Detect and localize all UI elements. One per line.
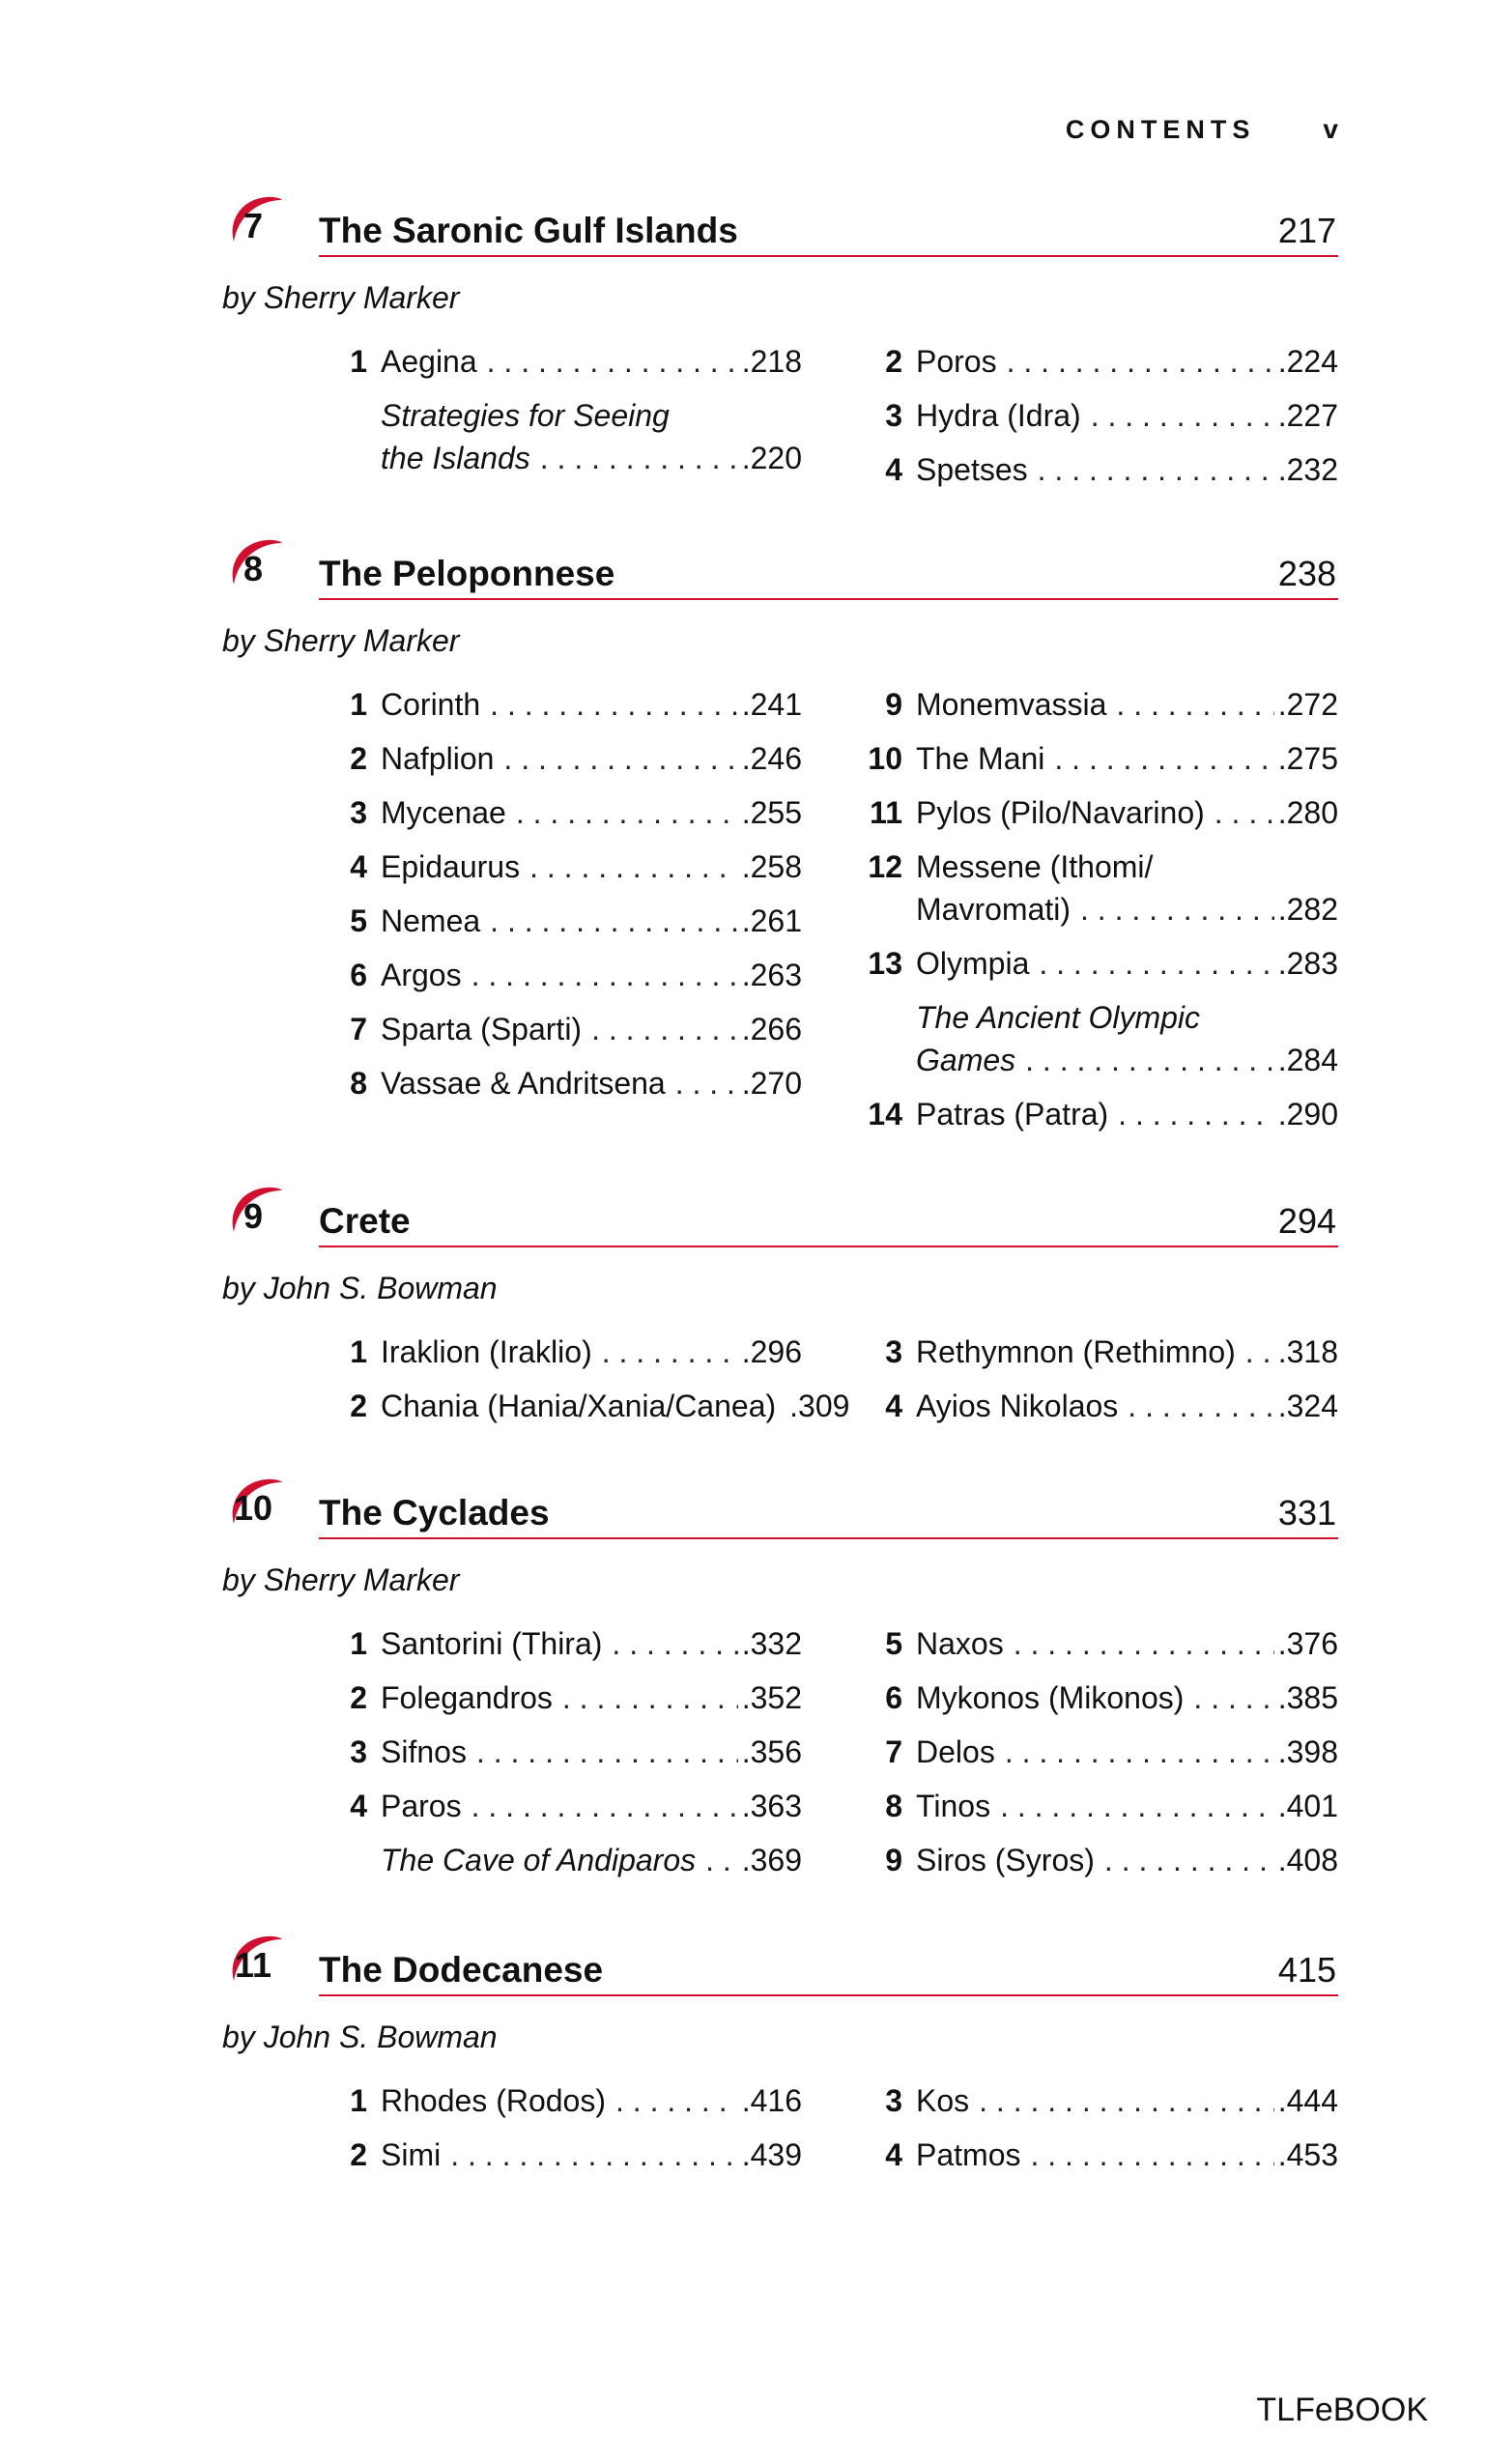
entry-label-continued: the Islands [381,441,530,475]
dot-leader [562,1676,738,1719]
toc-entry[interactable] [338,1676,802,1719]
entry-number: 3 [350,795,367,830]
entry-number: 2 [350,2137,367,2172]
entry-label: The Cave of Andiparos [381,1843,697,1877]
toc-entry[interactable] [338,1008,802,1050]
toc-entry[interactable] [860,1731,1338,1773]
entry-number: 3 [885,1334,902,1369]
dot-leader [490,683,738,726]
entry-label: Paros [381,1789,462,1823]
chapter-swoosh-icon [222,1474,284,1537]
toc-entry[interactable] [860,791,1338,834]
chapter-8 [222,546,1338,1132]
toc-column-left [338,2079,802,2188]
chapter-title[interactable]: The Saronic Gulf Islands [319,211,738,250]
entry-number: 1 [350,687,367,722]
entry-page-number: .296 [741,1334,802,1369]
footer-watermark: TLFeBOOK [1256,2392,1428,2428]
chapter-swoosh-icon [222,534,284,598]
entry-number: 4 [885,2137,902,2172]
entry-number: 2 [350,1680,367,1715]
entry-number: 5 [885,1626,902,1661]
dot-leader [1104,1839,1274,1881]
toc-entry[interactable] [860,1385,1338,1427]
dot-leader [1005,1731,1274,1773]
entry-label: Delos [916,1734,995,1769]
chapter-title[interactable]: The Dodecanese [319,1950,604,1990]
entry-label: Sparta (Sparti) [381,1012,583,1046]
toc-entry[interactable] [860,2079,1338,2122]
dot-leader [1215,791,1274,834]
entry-number: 4 [885,1389,902,1423]
dot-leader [705,1839,738,1881]
toc-entry[interactable] [338,1785,802,1827]
entry-page-number: .282 [1277,892,1338,927]
entry-number: 10 [868,741,902,776]
chapter-author: by John S. Bowman [222,1271,498,1305]
chapter-heading[interactable] [222,203,1338,255]
chapter-author: by Sherry Marker [222,623,460,658]
running-head-page-number: v [1323,114,1338,144]
toc-subentry[interactable] [338,1839,802,1881]
toc-subentry[interactable] [338,394,802,479]
dot-leader [540,437,738,479]
dot-leader [591,1008,738,1050]
entry-number: 1 [350,1626,367,1661]
toc-entry[interactable] [860,394,1338,437]
entry-label: Vassae & Andritsena [381,1066,666,1101]
entry-page-number: .398 [1277,1734,1338,1769]
entry-page-number: .444 [1277,2083,1338,2118]
dot-leader [472,1785,738,1827]
dot-leader [503,737,737,780]
chapter-11 [222,1942,1338,2172]
dot-leader [529,845,738,888]
entry-label: Messene (Ithomi/ [916,849,1154,884]
toc-column-right [860,2079,1338,2188]
chapter-swoosh-icon [222,191,284,255]
entry-label: Spetses [916,452,1028,487]
toc-entry[interactable] [860,942,1338,985]
entry-number: 5 [350,903,367,938]
entry-number: 3 [885,2083,902,2118]
entry-number: 6 [350,958,367,992]
entry-label: Monemvassia [916,687,1107,722]
entry-page-number: .263 [741,958,802,992]
entry-number: 2 [350,741,367,776]
dot-leader [476,1731,738,1773]
chapter-number: 7 [243,206,264,245]
entry-label: Pylos (Pilo/Navarino) [916,795,1205,830]
chapter-heading[interactable] [222,1193,1338,1246]
entry-number: 11 [870,795,902,830]
toc-entry[interactable] [338,2079,802,2122]
chapter-number: 10 [233,1488,273,1528]
entry-label: Simi [381,2137,442,2172]
toc-entry[interactable] [860,1785,1338,1827]
entry-number: 8 [350,1066,367,1101]
dot-leader [490,900,738,942]
dot-leader [615,2079,738,2122]
chapter-10 [222,1485,1338,1877]
dot-leader [1007,340,1274,383]
entry-page-number: .318 [1277,1334,1338,1369]
toc-entry[interactable] [860,1839,1338,1881]
entry-label: Folegandros [381,1680,553,1715]
entry-page-number: .283 [1277,946,1338,981]
dot-leader [516,791,738,834]
chapter-page-number: 238 [1277,554,1336,593]
toc-column-right [860,1331,1338,1439]
entry-number: 2 [350,1389,367,1423]
toc-entry[interactable] [860,340,1338,383]
entry-number: 7 [350,1012,367,1046]
toc-entry[interactable] [860,2134,1338,2176]
dot-leader [1118,1093,1274,1135]
dot-leader [1091,394,1274,437]
toc-entry[interactable] [338,1622,802,1665]
chapter-heading[interactable] [222,1485,1338,1537]
entry-number: 1 [350,1334,367,1369]
running-head [0,114,1338,145]
entry-label: The Mani [916,741,1045,776]
entry-label: Epidaurus [381,849,521,884]
toc-column-left [338,1622,802,1893]
entry-page-number: .439 [741,2137,802,2172]
toc-entry[interactable] [338,2134,802,2176]
dot-leader [1014,1622,1274,1665]
entry-label-continued: Mavromati) [916,892,1072,927]
entry-page-number: .309 [789,1389,850,1423]
entry-page-number: .258 [741,849,802,884]
entry-label: Nemea [381,903,481,938]
entry-label: Mycenae [381,795,506,830]
toc-entry[interactable] [338,683,802,726]
toc-entry[interactable] [860,1676,1338,1719]
running-head-label: CONTENTS [1065,115,1256,144]
chapter-swoosh-icon [222,1182,284,1246]
entry-label: Hydra (Idra) [916,398,1081,433]
entry-page-number: .246 [741,741,802,776]
entry-number: 12 [868,849,902,884]
entry-label: Patras (Patra) [916,1097,1109,1132]
entry-label-continued: Games [916,1043,1016,1077]
entry-label: Tinos [916,1789,991,1823]
entry-label: Sifnos [381,1734,467,1769]
dot-leader [450,2134,738,2176]
entry-number: 13 [868,946,902,981]
entry-page-number: .401 [1277,1789,1338,1823]
entry-page-number: .218 [741,344,802,379]
entry-page-number: .261 [741,903,802,938]
chapter-page-number: 415 [1277,1950,1336,1990]
dot-leader [979,2079,1274,2122]
toc-entry[interactable] [860,1331,1338,1373]
entry-page-number: .224 [1277,344,1338,379]
toc-entry[interactable] [860,1622,1338,1665]
entry-label: Corinth [381,687,481,722]
entry-label: Strategies for Seeing [381,398,670,433]
chapter-page-number: 331 [1277,1493,1336,1533]
entry-number: 9 [885,1843,902,1877]
chapter-7 [222,203,1338,487]
chapter-rule [319,255,1338,257]
entry-page-number: .352 [741,1680,802,1715]
chapter-rule [319,1994,1338,1996]
toc-entry[interactable] [338,737,802,780]
chapter-page-number: 294 [1277,1201,1336,1241]
entry-page-number: .255 [741,795,802,830]
entry-page-number: .385 [1277,1680,1338,1715]
toc-entry[interactable] [338,845,802,888]
entry-label: Poros [916,344,997,379]
entry-page-number: .376 [1277,1626,1338,1661]
entry-number: 3 [350,1734,367,1769]
dot-leader [1245,1331,1274,1373]
entry-label: Ayios Nikolaos [916,1389,1119,1423]
entry-label: The Ancient Olympic [916,1000,1201,1035]
entry-label: Siros (Syros) [916,1843,1095,1877]
entry-page-number: .241 [741,687,802,722]
entry-number: 9 [885,687,902,722]
toc-entry[interactable] [860,1093,1338,1135]
entry-label: Santorini (Thira) [381,1626,603,1661]
chapter-9 [222,1193,1338,1423]
toc-column-left [338,1331,850,1439]
entry-page-number: .363 [741,1789,802,1823]
dot-leader [1000,1785,1274,1827]
chapter-title[interactable]: The Cyclades [319,1493,550,1533]
toc-entry[interactable] [338,340,802,383]
entry-number: 3 [885,398,902,433]
toc-entry[interactable] [860,683,1338,726]
dot-leader [1193,1676,1273,1719]
entry-label: Chania (Hania/Xania/Canea) [381,1389,777,1423]
entry-page-number: .275 [1277,741,1338,776]
chapter-swoosh-icon [222,1931,284,1994]
toc-entry[interactable] [338,954,802,996]
toc-entry[interactable] [338,1731,802,1773]
entry-page-number: .332 [741,1626,802,1661]
dot-leader [472,954,738,996]
chapter-title[interactable]: The Peloponnese [319,554,615,593]
entry-page-number: .227 [1277,398,1338,433]
entry-number: 2 [885,344,902,379]
chapter-author: by Sherry Marker [222,280,460,315]
entry-label: Kos [916,2083,970,2118]
toc-column-right [860,683,1338,1147]
dot-leader [1039,942,1273,985]
entry-number: 1 [350,344,367,379]
entry-page-number: .220 [741,441,802,475]
toc-entry[interactable] [338,900,802,942]
entry-number: 4 [350,849,367,884]
chapter-heading[interactable] [222,1942,1338,1994]
chapter-rule [319,1537,1338,1539]
toc-column-left [338,683,802,1116]
entry-page-number: .290 [1277,1097,1338,1132]
entry-page-number: .324 [1277,1389,1338,1423]
toc-entry[interactable] [860,845,1338,931]
entry-label: Iraklion (Iraklio) [381,1334,592,1369]
toc-column-right [860,1622,1338,1893]
entry-page-number: .266 [741,1012,802,1046]
entry-label: Rhodes (Rodos) [381,2083,606,2118]
entry-number: 6 [885,1680,902,1715]
chapter-author: by John S. Bowman [222,2020,498,2054]
entry-label: Patmos [916,2137,1021,2172]
dot-leader [1128,1385,1273,1427]
chapter-title[interactable]: Crete [319,1201,411,1241]
dot-leader [1030,2134,1273,2176]
entry-page-number: .232 [1277,452,1338,487]
entry-label: Naxos [916,1626,1004,1661]
entry-page-number: .416 [741,2083,802,2118]
entry-page-number: .284 [1277,1043,1338,1077]
dot-leader [612,1622,737,1665]
entry-label: Olympia [916,946,1030,981]
entry-page-number: .272 [1277,687,1338,722]
dot-leader [602,1331,738,1373]
dot-leader [1054,737,1273,780]
chapter-page-number: 217 [1277,211,1336,250]
entry-number: 8 [885,1789,902,1823]
dot-leader [1080,888,1274,931]
chapter-number: 9 [243,1196,264,1236]
entry-label: Argos [381,958,462,992]
entry-label: Aegina [381,344,477,379]
toc-entry[interactable] [860,737,1338,780]
entry-page-number: .369 [741,1843,802,1877]
entry-label: Nafplion [381,741,495,776]
toc-entry[interactable] [338,1062,802,1104]
entry-number: 4 [885,452,902,487]
entry-page-number: .453 [1277,2137,1338,2172]
toc-column-right [860,340,1338,502]
chapter-rule [319,1246,1338,1247]
entry-number: 7 [885,1734,902,1769]
chapter-heading[interactable] [222,546,1338,598]
dot-leader [487,340,738,383]
toc-entry[interactable] [860,448,1338,491]
dot-leader [1116,683,1273,726]
entry-page-number: .270 [741,1066,802,1101]
entry-label: Mykonos (Mikonos) [916,1680,1185,1715]
chapter-number: 8 [243,549,264,588]
entry-number: 1 [350,2083,367,2118]
entry-page-number: .356 [741,1734,802,1769]
toc-entry[interactable] [338,1385,850,1427]
entry-page-number: .280 [1277,795,1338,830]
toc-column-left [338,340,802,491]
chapter-rule [319,598,1338,600]
dot-leader [675,1062,738,1104]
entry-label: Rethymnon (Rethimno) [916,1334,1236,1369]
chapter-author: by Sherry Marker [222,1562,460,1597]
dot-leader [1038,448,1274,491]
entry-number: 14 [868,1097,902,1132]
dot-leader [1025,1039,1274,1081]
toc-entry[interactable] [338,1331,802,1373]
chapter-number: 11 [234,1945,272,1985]
toc-entry[interactable] [338,791,802,834]
entry-number: 4 [350,1789,367,1823]
entry-page-number: .408 [1277,1843,1338,1877]
toc-subentry[interactable] [860,996,1338,1081]
